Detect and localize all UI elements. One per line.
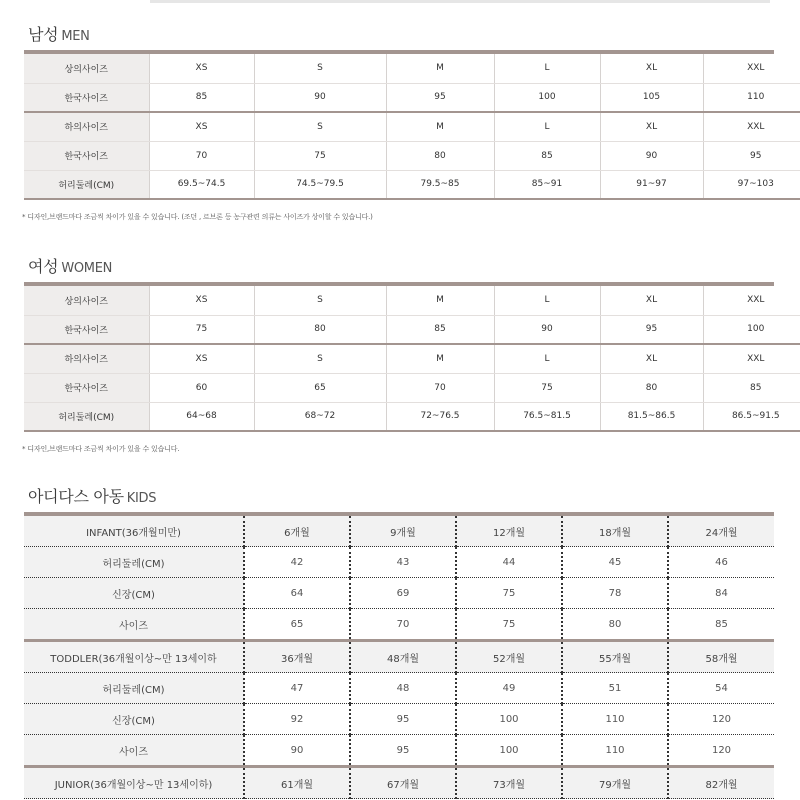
top-divider <box>150 0 770 3</box>
size-cell: 90 <box>600 141 703 170</box>
value-cell: 45 <box>562 547 668 578</box>
value-cell: 75 <box>456 609 562 641</box>
kids-section-title <box>28 484 156 507</box>
women-note: * 디자인,브랜드마다 조금씩 차이가 있을 수 있습니다. <box>22 445 180 453</box>
age-cell: 24개월 <box>668 516 774 547</box>
value-cell: 95 <box>350 704 456 735</box>
age-cell: 18개월 <box>562 516 668 547</box>
value-cell: 84 <box>668 578 774 609</box>
value-cell: 90 <box>244 735 350 767</box>
row-label: 허리둘레(CM) <box>24 402 149 431</box>
size-cell: S <box>254 112 386 141</box>
age-cell: 12개월 <box>456 516 562 547</box>
size-cell: XL <box>600 286 703 315</box>
size-cell: M <box>386 54 494 83</box>
value-cell: 85 <box>668 609 774 641</box>
row-label: 신장(CM) <box>24 704 244 735</box>
size-cell: 85 <box>386 315 494 344</box>
table-row <box>24 373 800 402</box>
size-cell: 91~97 <box>600 170 703 199</box>
value-cell: 78 <box>562 578 668 609</box>
age-cell: 61개월 <box>244 767 350 799</box>
table-row <box>24 141 800 170</box>
row-label: 한국사이즈 <box>24 141 149 170</box>
size-cell: 86.5~91.5 <box>703 402 800 431</box>
table-row <box>24 170 800 199</box>
size-cell: 70 <box>149 141 254 170</box>
value-cell: 65 <box>244 609 350 641</box>
size-cell: XXL <box>703 112 800 141</box>
value-cell: 44 <box>456 547 562 578</box>
size-cell: XL <box>600 54 703 83</box>
row-label: 허리둘레(CM) <box>24 170 149 199</box>
size-cell: XXL <box>703 286 800 315</box>
age-cell: 48개월 <box>350 641 456 673</box>
size-cell: 90 <box>254 83 386 112</box>
value-cell: 120 <box>668 735 774 767</box>
age-group-label: INFANT(36개월미만) <box>24 516 244 547</box>
row-label: 사이즈 <box>24 735 244 767</box>
kids-title-ko: 아디다스 아동 <box>28 487 124 506</box>
size-cell: XS <box>149 112 254 141</box>
value-cell: 46 <box>668 547 774 578</box>
size-cell: XL <box>600 344 703 373</box>
value-cell: 110 <box>562 704 668 735</box>
row-label: 허리둘레(CM) <box>24 673 244 704</box>
value-cell: 100 <box>456 735 562 767</box>
size-cell: 95 <box>386 83 494 112</box>
value-cell: 51 <box>562 673 668 704</box>
size-cell: L <box>494 286 600 315</box>
table-header-row <box>24 641 774 673</box>
women-title-ko: 여성 <box>28 257 59 276</box>
size-cell: 70 <box>386 373 494 402</box>
value-cell: 120 <box>668 704 774 735</box>
size-cell: 85 <box>703 373 800 402</box>
size-cell: M <box>386 286 494 315</box>
size-cell: XXL <box>703 54 800 83</box>
size-cell: L <box>494 54 600 83</box>
size-cell: 97~103 <box>703 170 800 199</box>
size-cell: 80 <box>254 315 386 344</box>
table-row <box>24 315 800 344</box>
table-row <box>24 547 774 578</box>
age-cell: 55개월 <box>562 641 668 673</box>
size-cell: S <box>254 286 386 315</box>
kids-title-en: KIDS <box>126 491 157 506</box>
row-label: 한국사이즈 <box>24 315 149 344</box>
value-cell: 100 <box>456 704 562 735</box>
size-cell: 69.5~74.5 <box>149 170 254 199</box>
table-row <box>24 578 774 609</box>
size-cell: 76.5~81.5 <box>494 402 600 431</box>
row-label: 하의사이즈 <box>24 344 149 373</box>
age-cell: 67개월 <box>350 767 456 799</box>
age-cell: 58개월 <box>668 641 774 673</box>
size-cell: 79.5~85 <box>386 170 494 199</box>
table-row <box>24 402 800 431</box>
size-cell: 80 <box>600 373 703 402</box>
age-group-label: TODDLER(36개월이상~만 13세이하 <box>24 641 244 673</box>
size-cell: 85 <box>494 141 600 170</box>
size-cell: 68~72 <box>254 402 386 431</box>
value-cell: 69 <box>350 578 456 609</box>
size-cell: 75 <box>494 373 600 402</box>
value-cell: 48 <box>350 673 456 704</box>
men-section-title <box>28 22 90 45</box>
size-cell: 75 <box>149 315 254 344</box>
age-cell: 6개월 <box>244 516 350 547</box>
size-cell: 60 <box>149 373 254 402</box>
size-cell: 80 <box>386 141 494 170</box>
size-cell: M <box>386 344 494 373</box>
table-header-row <box>24 767 774 799</box>
size-cell: 72~76.5 <box>386 402 494 431</box>
size-cell: 90 <box>494 315 600 344</box>
women-title-en: WOMEN <box>61 261 113 276</box>
value-cell: 80 <box>562 609 668 641</box>
table-row <box>24 83 800 112</box>
value-cell: 95 <box>350 735 456 767</box>
size-cell: XXL <box>703 344 800 373</box>
size-cell: 74.5~79.5 <box>254 170 386 199</box>
row-label: 상의사이즈 <box>24 54 149 83</box>
value-cell: 70 <box>350 609 456 641</box>
size-cell: S <box>254 344 386 373</box>
size-cell: 105 <box>600 83 703 112</box>
table-row <box>24 735 774 767</box>
age-group-label: JUNIOR(36개월이상~만 13세이하) <box>24 767 244 799</box>
age-cell: 73개월 <box>456 767 562 799</box>
men-title-ko: 남성 <box>28 25 59 44</box>
age-cell: 36개월 <box>244 641 350 673</box>
size-cell: L <box>494 112 600 141</box>
size-cell: 64~68 <box>149 402 254 431</box>
table-row <box>24 344 800 373</box>
table-row <box>24 286 800 315</box>
size-cell: L <box>494 344 600 373</box>
value-cell: 42 <box>244 547 350 578</box>
women-size-table <box>24 286 800 432</box>
size-cell: XS <box>149 54 254 83</box>
value-cell: 92 <box>244 704 350 735</box>
value-cell: 64 <box>244 578 350 609</box>
age-cell: 79개월 <box>562 767 668 799</box>
size-cell: 100 <box>703 315 800 344</box>
table-row <box>24 704 774 735</box>
value-cell: 49 <box>456 673 562 704</box>
size-cell: 85~91 <box>494 170 600 199</box>
size-cell: XL <box>600 112 703 141</box>
size-cell: 81.5~86.5 <box>600 402 703 431</box>
size-cell: S <box>254 54 386 83</box>
row-label: 한국사이즈 <box>24 373 149 402</box>
value-cell: 54 <box>668 673 774 704</box>
size-cell: XS <box>149 286 254 315</box>
value-cell: 47 <box>244 673 350 704</box>
row-label: 허리둘레(CM) <box>24 547 244 578</box>
row-label: 한국사이즈 <box>24 83 149 112</box>
row-label: 신장(CM) <box>24 578 244 609</box>
women-section-title <box>28 254 112 277</box>
size-cell: 100 <box>494 83 600 112</box>
kids-size-table <box>24 516 774 799</box>
row-label: 하의사이즈 <box>24 112 149 141</box>
row-label: 상의사이즈 <box>24 286 149 315</box>
size-cell: 85 <box>149 83 254 112</box>
men-note: * 디자인,브랜드마다 조금씩 차이가 있을 수 있습니다. (조던 , 르브론 등 농구관련 의류는 사이즈가 상이할 수 있습니다.) <box>22 213 373 221</box>
table-header-row <box>24 516 774 547</box>
age-cell: 52개월 <box>456 641 562 673</box>
age-cell: 82개월 <box>668 767 774 799</box>
size-cell: XS <box>149 344 254 373</box>
table-row <box>24 112 800 141</box>
table-row <box>24 54 800 83</box>
table-row <box>24 609 774 641</box>
value-cell: 43 <box>350 547 456 578</box>
size-cell: 95 <box>600 315 703 344</box>
men-size-table <box>24 54 800 200</box>
size-cell: 110 <box>703 83 800 112</box>
value-cell: 75 <box>456 578 562 609</box>
row-label: 사이즈 <box>24 609 244 641</box>
age-cell: 9개월 <box>350 516 456 547</box>
size-cell: M <box>386 112 494 141</box>
table-row <box>24 673 774 704</box>
size-cell: 95 <box>703 141 800 170</box>
men-title-en: MEN <box>61 29 90 44</box>
size-cell: 75 <box>254 141 386 170</box>
value-cell: 110 <box>562 735 668 767</box>
size-cell: 65 <box>254 373 386 402</box>
